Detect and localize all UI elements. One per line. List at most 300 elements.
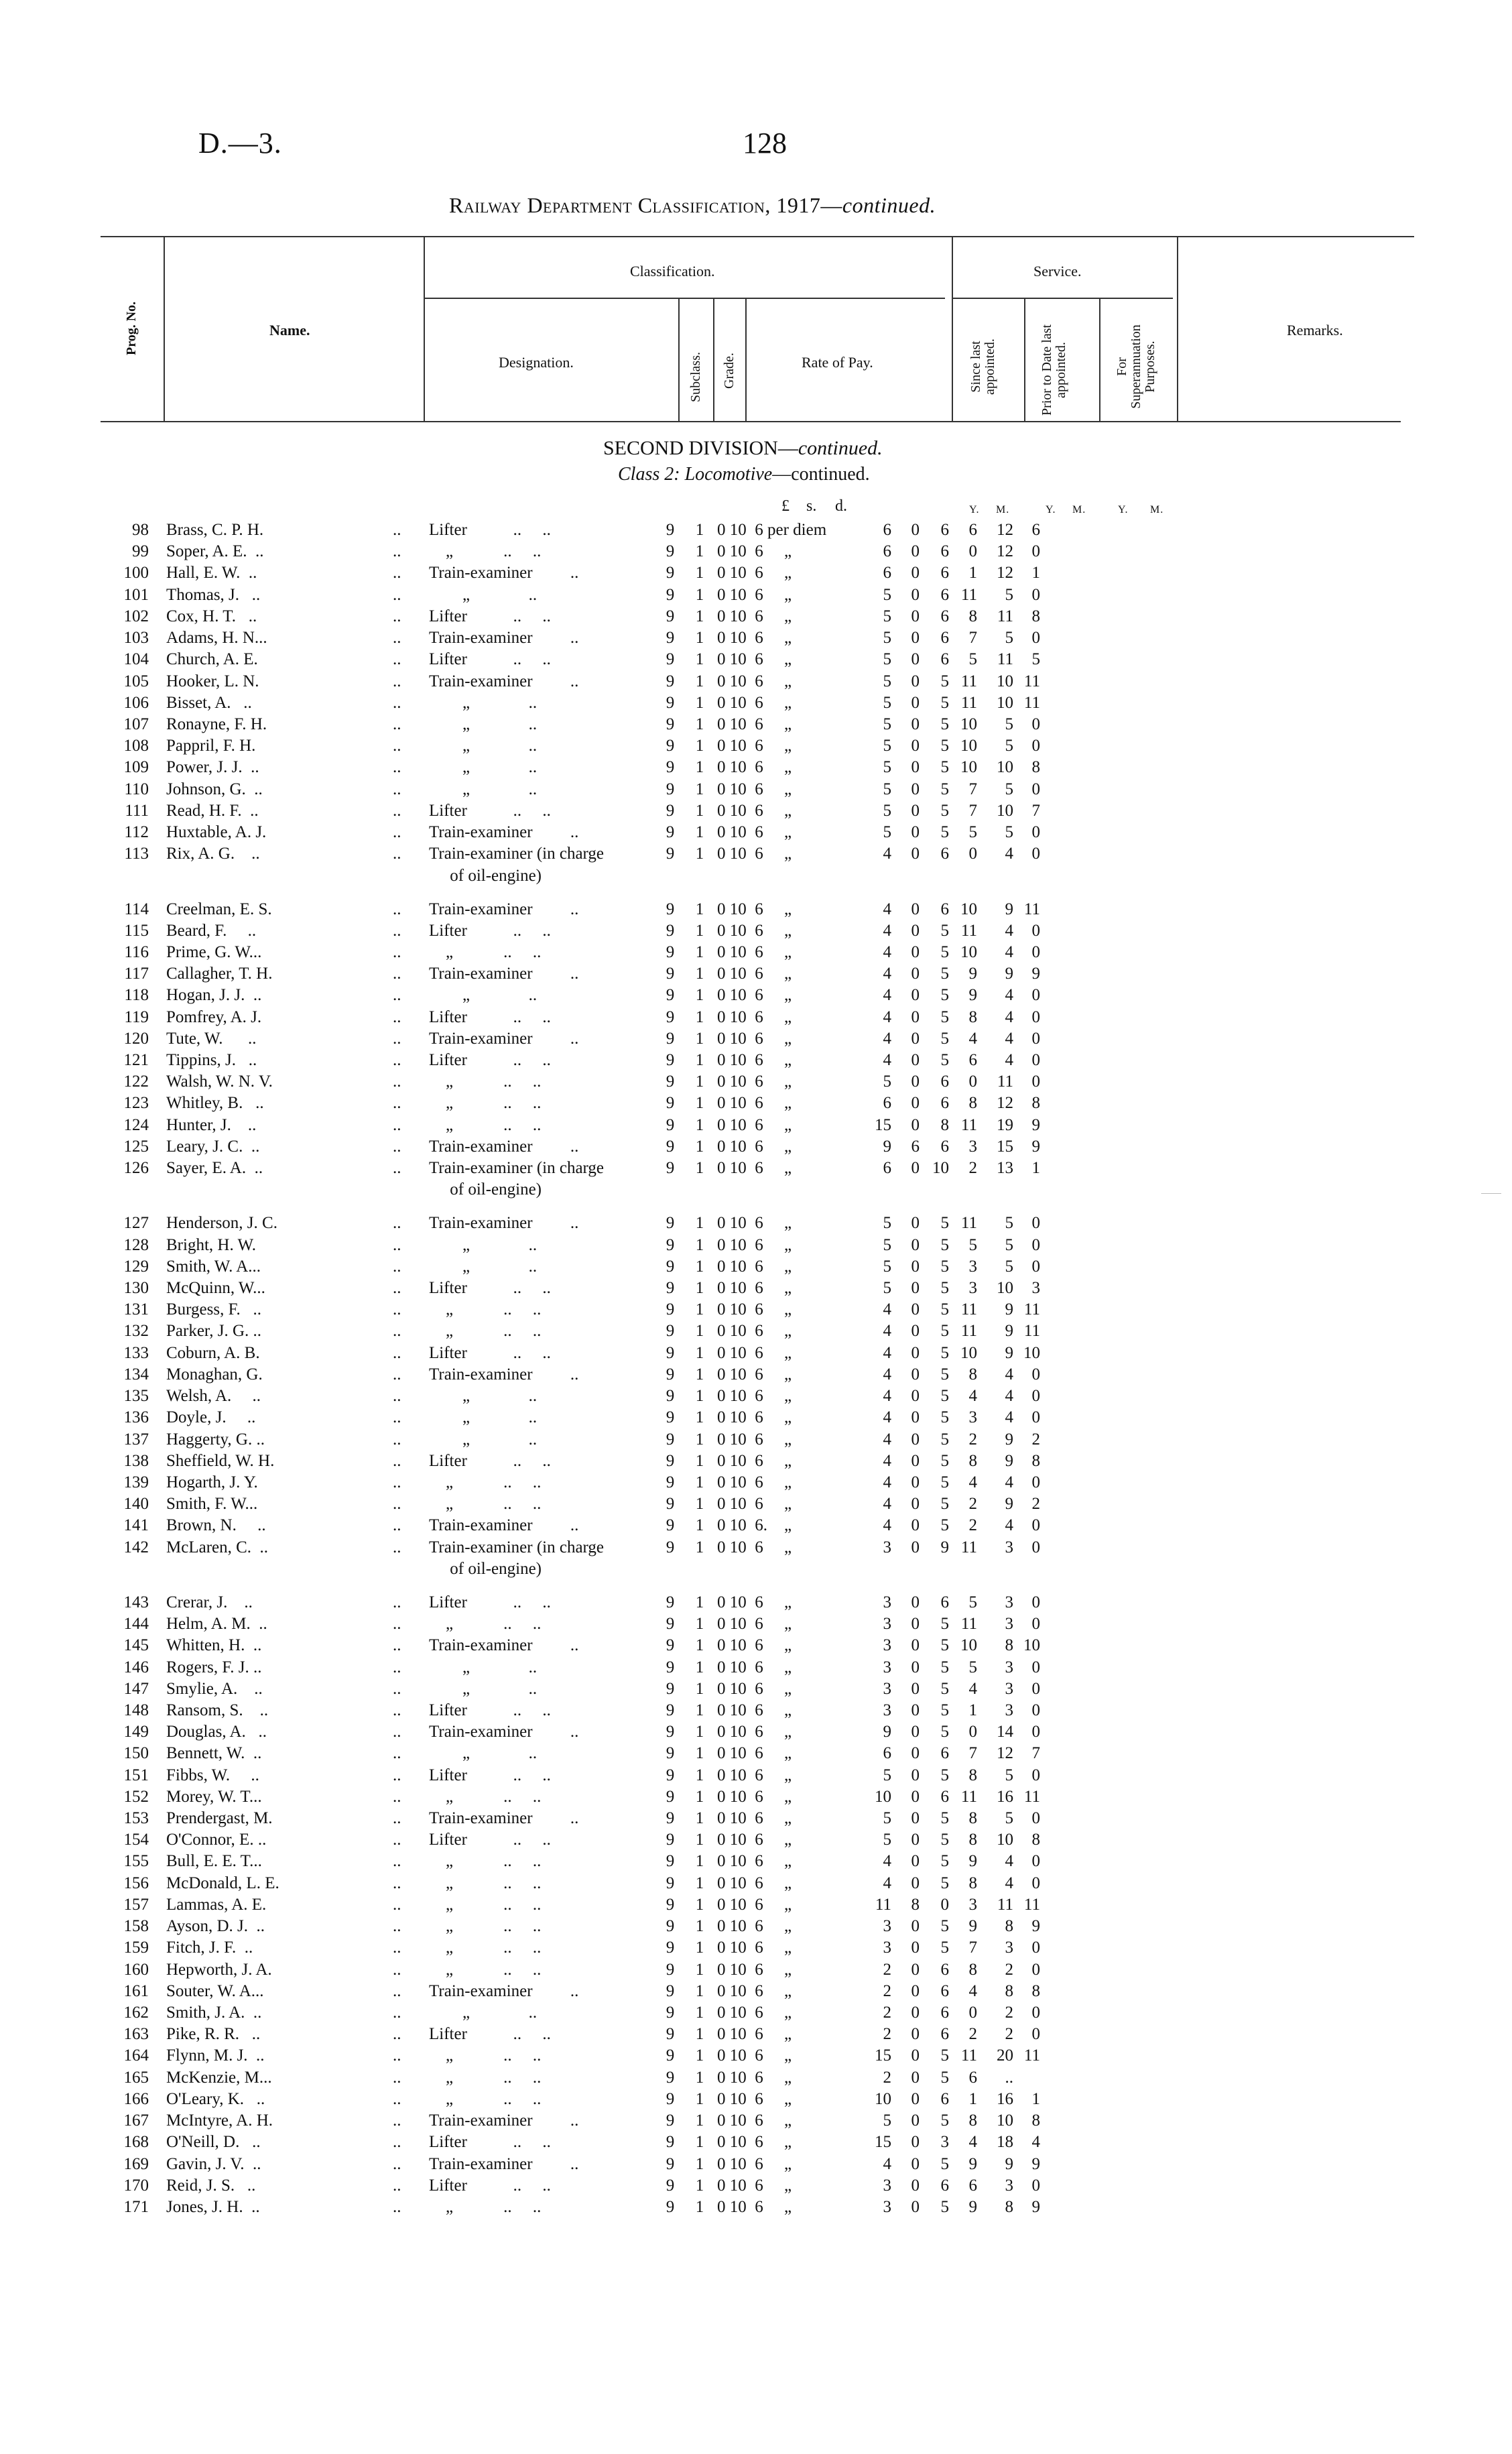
designation-cell: Lifter .. ..	[429, 2176, 551, 2195]
rate-of-pay-cell: 0 10 6 „	[717, 780, 792, 798]
rate-of-pay-cell: 0 10 6 „	[717, 965, 792, 983]
prior-years-cell: 5	[940, 1257, 949, 1276]
prior-months-cell: 10	[960, 900, 977, 918]
rate-of-pay-cell: 0 10 6 „	[717, 1744, 792, 1763]
empty-cell	[871, 1558, 891, 1580]
leader-dots: ..	[393, 650, 401, 669]
since-months-cell: 0	[911, 607, 920, 625]
super-years-cell: 9	[1005, 1322, 1013, 1341]
table-row	[101, 541, 1040, 562]
leader-dots: ..	[393, 1960, 401, 1979]
prog-number-cell: 102	[123, 607, 149, 625]
leader-dots: ..	[393, 1939, 401, 1957]
prior-months-cell: 4	[968, 2133, 977, 2152]
super-months-cell: 6	[1031, 521, 1040, 539]
super-years-cell: 11	[997, 1895, 1013, 1914]
rate-of-pay-cell: 0 10 6 „	[717, 921, 792, 940]
since-years-cell: 9	[883, 1137, 891, 1156]
table-row	[101, 1429, 1040, 1451]
prog-number-cell: 169	[123, 2154, 149, 2173]
since-years-cell: 5	[883, 823, 891, 842]
super-months-cell: 0	[1031, 1072, 1040, 1091]
prior-years-cell: 5	[940, 1809, 949, 1828]
table-row-continuation	[101, 1179, 1040, 1201]
super-years-cell: 8	[1005, 1917, 1013, 1936]
table-row	[101, 963, 1040, 985]
since-months-cell: 0	[911, 1300, 920, 1319]
designation-cell: „ ..	[429, 693, 538, 712]
staff-name-cell: Leary, J. C. .. ..	[166, 1136, 429, 1158]
leader-dots: ..	[393, 1981, 401, 2000]
prior-months-cell: 7	[968, 1744, 977, 1763]
leader-dots: ..	[393, 1235, 401, 1254]
subclass-cell: 9	[666, 1072, 675, 1091]
prior-months-cell: 6	[968, 521, 977, 539]
super-years-cell: 4	[1005, 921, 1013, 940]
col-divider	[678, 298, 680, 421]
staff-name-cell: McKenzie, M... ..	[166, 2067, 429, 2089]
since-years-cell: 2	[883, 1960, 891, 1979]
leader-dots: ..	[393, 607, 401, 625]
prior-years-cell: 5	[940, 1939, 949, 1957]
super-years-cell: 12	[997, 521, 1013, 539]
designation-cell: Train-examiner ..	[429, 564, 579, 582]
prog-number-cell: 142	[123, 1538, 149, 1556]
empty-cell	[682, 865, 717, 887]
super-years-cell: 9	[1005, 900, 1013, 918]
prior-years-cell: 6	[940, 1094, 949, 1113]
prior-months-cell: 8	[968, 1831, 977, 1849]
super-years-cell: 5	[1005, 715, 1013, 733]
leader-dots: ..	[393, 1495, 401, 1514]
grade-cell: 1	[695, 2111, 704, 2130]
since-months-cell: 0	[911, 1516, 920, 1535]
empty-cell	[658, 1558, 682, 1580]
since-years-cell: 4	[883, 986, 891, 1005]
since-months-cell: 0	[911, 780, 920, 798]
rate-of-pay-cell: 0 10 6 „	[717, 1831, 792, 1849]
since-months-cell: 0	[911, 1831, 920, 1849]
prog-number-cell: 116	[124, 942, 149, 961]
since-months-cell: 0	[911, 1658, 920, 1676]
since-years-cell: 6	[883, 1159, 891, 1178]
staff-name-cell: Walsh, W. N. V. ..	[166, 1071, 429, 1093]
subclass-cell: 9	[666, 1007, 675, 1026]
prog-number-cell: 115	[124, 921, 149, 940]
leader-dots: ..	[393, 1615, 401, 1634]
prior-years-cell: 5	[940, 1343, 949, 1362]
spacer-cell	[101, 887, 1040, 899]
leader-dots: ..	[393, 845, 401, 863]
rate-of-pay-cell: 0 10 6 „	[717, 1593, 792, 1611]
since-months-cell: 0	[911, 1072, 920, 1091]
since-years-cell: 11	[875, 1895, 891, 1914]
prior-years-cell: 5	[940, 2154, 949, 2173]
grade-cell: 1	[695, 965, 704, 983]
prior-months-cell: 2	[968, 2025, 977, 2044]
grade-cell: 1	[695, 1235, 704, 1254]
super-years-cell: 5	[1005, 1214, 1013, 1233]
since-months-cell: 0	[911, 1235, 920, 1254]
since-months-cell: 0	[911, 921, 920, 940]
grade-cell: 1	[695, 758, 704, 777]
prior-years-cell: 5	[940, 965, 949, 983]
prog-number-cell: 123	[123, 1094, 149, 1113]
grade-cell: 1	[695, 1723, 704, 1741]
prior-years-cell: 5	[940, 1051, 949, 1070]
col-divider	[164, 236, 165, 421]
table-row	[101, 1721, 1040, 1743]
prior-years-cell: 3	[940, 2133, 949, 2152]
grade-cell: 1	[695, 2046, 704, 2065]
staff-name-cell: McDonald, L. E. ..	[166, 1873, 429, 1894]
unit-months-since: M.	[996, 504, 1010, 515]
unit-months-prior: M.	[1072, 504, 1086, 515]
prior-years-cell: 5	[940, 1636, 949, 1655]
prior-months-cell: 2	[968, 1159, 977, 1178]
grade-cell: 1	[695, 1343, 704, 1362]
prior-years-cell: 5	[940, 1831, 949, 1849]
super-months-cell: 11	[1023, 2046, 1040, 2065]
rate-of-pay-cell: 0 10 6 „	[717, 672, 792, 690]
prior-years-cell: 5	[940, 1007, 949, 1026]
prior-months-cell: 11	[960, 585, 977, 604]
since-years-cell: 5	[883, 1831, 891, 1849]
prog-number-cell: 146	[123, 1658, 149, 1676]
super-months-cell: 0	[1031, 1051, 1040, 1070]
subclass-cell: 9	[666, 1495, 675, 1514]
since-years-cell: 4	[883, 1852, 891, 1871]
staff-name-cell: Souter, W. A... ..	[166, 1981, 429, 2002]
spacer-cell	[101, 1580, 1040, 1592]
since-months-cell: 0	[911, 1766, 920, 1784]
staff-name-cell: Brown, N. .. ..	[166, 1515, 429, 1536]
subclass-cell: 9	[666, 1679, 675, 1698]
empty-cell	[977, 1558, 1013, 1580]
staff-name-cell: Huxtable, A. J. ..	[166, 822, 429, 843]
super-years-cell: 4	[1005, 1387, 1013, 1406]
staff-table-body	[101, 519, 1040, 2218]
prior-years-cell: 0	[940, 1895, 949, 1914]
prior-years-cell: 5	[940, 1322, 949, 1341]
table-row	[101, 2002, 1040, 2024]
super-years-cell: 16	[997, 1787, 1013, 1806]
staff-name-cell: Bisset, A. .. ..	[166, 692, 429, 714]
leader-dots: ..	[393, 715, 401, 733]
super-years-cell: 11	[997, 650, 1013, 669]
super-months-cell: 0	[1031, 780, 1040, 798]
super-months-cell: 0	[1031, 1615, 1040, 1634]
table-row	[101, 1115, 1040, 1136]
since-years-cell: 5	[883, 715, 891, 733]
designation-cell: Train-examiner ..	[429, 823, 579, 842]
subclass-cell: 9	[666, 650, 675, 669]
staff-name-cell: Hooker, L. N. ..	[166, 671, 429, 692]
since-months-cell: 0	[911, 1451, 920, 1470]
super-months-cell: 0	[1031, 629, 1040, 648]
class-prefix: Class 2:	[618, 464, 680, 485]
subclass-cell: 9	[666, 1365, 675, 1384]
prior-months-cell: 9	[968, 1852, 977, 1871]
grade-cell: 1	[695, 1007, 704, 1026]
prior-years-cell: 6	[940, 2176, 949, 2195]
prog-number-cell: 126	[123, 1159, 149, 1178]
grade-cell: 1	[695, 1538, 704, 1556]
prior-months-cell: 8	[968, 1365, 977, 1384]
designation-cell: Lifter .. ..	[429, 1701, 551, 1719]
subclass-cell: 9	[666, 1766, 675, 1784]
empty-cell	[101, 1179, 166, 1201]
staff-name-cell: Fibbs, W. .. ..	[166, 1765, 429, 1786]
super-months-cell: 0	[1031, 1029, 1040, 1048]
prior-years-cell: 6	[940, 1960, 949, 1979]
subclass-cell: 9	[666, 1981, 675, 2000]
super-months-cell: 0	[1031, 1960, 1040, 1979]
since-years-cell: 3	[883, 1917, 891, 1936]
rate-of-pay-cell: 0 10 6 „	[717, 1451, 792, 1470]
designation-cell: „ .. ..	[429, 1939, 542, 1957]
unit-years-prior: Y.	[1046, 504, 1056, 515]
table-row	[101, 942, 1040, 963]
designation-cell: Train-examiner ..	[429, 1365, 579, 1384]
leader-dots: ..	[393, 1159, 401, 1178]
prog-number-cell: 111	[125, 801, 149, 820]
super-years-cell: 9	[1005, 1300, 1013, 1319]
rate-of-pay-cell: 0 10 6 „	[717, 1658, 792, 1676]
super-years-cell: 12	[997, 1094, 1013, 1113]
prog-number-cell: 104	[123, 650, 149, 669]
prog-number-cell: 119	[124, 1007, 149, 1026]
unit-pence: d.	[835, 497, 847, 515]
rate-of-pay-cell: 0 10 6. „	[717, 1516, 792, 1535]
staff-name-cell: Thomas, J. .. ..	[166, 585, 429, 606]
subclass-cell: 9	[666, 2046, 675, 2065]
super-months-cell: 0	[1031, 1939, 1040, 1957]
since-months-cell: 0	[911, 1007, 920, 1026]
leader-dots: ..	[393, 1343, 401, 1362]
designation-cell: Train-examiner ..	[429, 2154, 579, 2173]
table-row	[101, 1451, 1040, 1472]
super-years-cell: 4	[1005, 845, 1013, 863]
grade-cell: 1	[695, 2176, 704, 2195]
prior-years-cell: 8	[940, 1115, 949, 1134]
table-row	[101, 1537, 1040, 1558]
leader-dots: ..	[393, 1723, 401, 1741]
super-months-cell: 1	[1031, 2089, 1040, 2108]
designation-cell: „ ..	[429, 1658, 538, 1676]
grade-cell: 1	[695, 823, 704, 842]
rate-of-pay-cell: 0 10 6 „	[717, 1051, 792, 1070]
super-months-cell: 2	[1031, 1495, 1040, 1514]
prog-number-cell: 171	[123, 2197, 149, 2216]
prior-years-cell: 5	[940, 1214, 949, 1233]
since-months-cell: 0	[911, 1852, 920, 1871]
subclass-cell: 9	[666, 2068, 675, 2087]
grade-cell: 1	[695, 1636, 704, 1655]
super-years-cell: 3	[1005, 1538, 1013, 1556]
prior-months-cell: 1	[968, 564, 977, 582]
since-months-cell: 0	[911, 1917, 920, 1936]
subclass-cell: 9	[666, 1300, 675, 1319]
leader-dots: ..	[393, 2025, 401, 2044]
prior-months-cell: 8	[968, 2111, 977, 2130]
grade-cell: 1	[695, 1322, 704, 1341]
prior-years-cell: 6	[940, 629, 949, 648]
subclass-cell: 9	[666, 965, 675, 983]
prior-months-cell: 4	[968, 1387, 977, 1406]
super-months-cell: 0	[1031, 1701, 1040, 1719]
super-months-cell: 11	[1023, 900, 1040, 918]
prog-number-cell: 107	[123, 715, 149, 733]
prior-years-cell: 6	[940, 2089, 949, 2108]
rate-header: Rate of Pay.	[802, 354, 873, 371]
leader-dots: ..	[393, 965, 401, 983]
header-bottom-rule	[101, 421, 1401, 422]
designation-cell: Lifter .. ..	[429, 2025, 551, 2044]
rate-of-pay-cell: 0 10 6 „	[717, 1615, 792, 1634]
table-row	[101, 1808, 1040, 1829]
super-months-cell: 0	[1031, 921, 1040, 940]
super-years-cell: 4	[1005, 1874, 1013, 1892]
subclass-cell: 9	[666, 1831, 675, 1849]
super-years-cell: 5	[1005, 823, 1013, 842]
since-years-cell: 5	[883, 585, 891, 604]
since-months-cell: 8	[911, 1895, 920, 1914]
subclass-cell: 9	[666, 921, 675, 940]
subclass-cell: 9	[666, 801, 675, 820]
prior-months-cell: 6	[968, 2176, 977, 2195]
super-years-cell: 10	[997, 1279, 1013, 1297]
since-months-cell: 0	[911, 2046, 920, 2065]
rate-of-pay-cell: 0 10 6 „	[717, 1322, 792, 1341]
staff-name-cell: Sayer, E. A. .. ..	[166, 1158, 429, 1179]
prior-months-cell: 7	[968, 801, 977, 820]
super-years-cell: 15	[997, 1137, 1013, 1156]
prog-number-cell: 117	[124, 965, 149, 983]
row-spacer	[101, 1201, 1040, 1213]
rate-of-pay-cell: 0 10 6 „	[717, 1094, 792, 1113]
since-months-cell: 0	[911, 1723, 920, 1741]
rate-of-pay-cell: 0 10 6 „	[717, 1072, 792, 1091]
empty-cell	[949, 865, 977, 887]
leader-dots: ..	[393, 2111, 401, 2130]
super-months-cell: 5	[1031, 650, 1040, 669]
prior-months-cell: 6	[968, 2068, 977, 2087]
staff-name-cell: Douglas, A. .. ..	[166, 1721, 429, 1743]
staff-name-cell: Prendergast, M. ..	[166, 1808, 429, 1829]
empty-cell	[166, 1558, 429, 1580]
super-years-cell: 5	[1005, 1257, 1013, 1276]
grade-cell: 1	[695, 1495, 704, 1514]
super-years-cell: 12	[997, 542, 1013, 561]
super-years-cell: 5	[1005, 737, 1013, 755]
rate-of-pay-cell: 0 10 6 „	[717, 607, 792, 625]
rate-of-pay-cell: 0 10 6 „	[717, 1473, 792, 1491]
prior-months-cell: 9	[968, 2154, 977, 2173]
designation-cell: Train-examiner (in charge	[429, 1159, 605, 1178]
empty-cell	[977, 865, 1013, 887]
prog-number-cell: 106	[123, 693, 149, 712]
since-years-cell: 4	[883, 1343, 891, 1362]
designation-continuation-cell: of oil-engine)	[429, 1180, 542, 1199]
since-months-cell: 0	[911, 2111, 920, 2130]
since-years-cell: 2	[883, 2025, 891, 2044]
since-years-cell: 4	[883, 1495, 891, 1514]
subclass-cell: 9	[666, 1744, 675, 1763]
since-years-cell: 5	[883, 1766, 891, 1784]
since-months-cell: 0	[911, 1159, 920, 1178]
table-row	[101, 735, 1040, 757]
prog-number-cell: 132	[123, 1322, 149, 1341]
prog-number-cell: 98	[132, 521, 149, 539]
since-months-cell: 0	[911, 1744, 920, 1763]
super-months-cell: 8	[1031, 1451, 1040, 1470]
prior-months-cell: 8	[968, 1874, 977, 1892]
rate-of-pay-cell: 0 10 6 „	[717, 1430, 792, 1449]
subclass-cell: 9	[666, 1809, 675, 1828]
spacer-cell	[101, 1201, 1040, 1213]
staff-name-cell: Beard, F. .. ..	[166, 920, 429, 942]
leader-dots: ..	[393, 1257, 401, 1276]
rate-of-pay-cell: 0 10 6 „	[717, 1235, 792, 1254]
super-years-cell: 4	[1005, 1365, 1013, 1384]
since-years-cell: 5	[883, 672, 891, 690]
subclass-cell: 9	[666, 564, 675, 582]
designation-cell: Lifter .. ..	[429, 521, 551, 539]
subclass-cell: 9	[666, 780, 675, 798]
since-months-cell: 0	[911, 672, 920, 690]
super-months-cell: 0	[1031, 1365, 1040, 1384]
designation-cell: Train-examiner ..	[429, 1981, 579, 2000]
table-row	[101, 1981, 1040, 2002]
prior-months-cell: 7	[968, 629, 977, 648]
prior-months-cell: 4	[968, 1029, 977, 1048]
prog-number-cell: 139	[123, 1473, 149, 1491]
leader-dots: ..	[393, 2089, 401, 2108]
classification-header: Classification.	[630, 263, 715, 280]
prior-years-cell: 5	[940, 2111, 949, 2130]
since-years-cell: 6	[883, 521, 891, 539]
since-months-cell: 0	[911, 1593, 920, 1611]
subclass-cell: 9	[666, 1852, 675, 1871]
prior-years-cell: 6	[940, 521, 949, 539]
prior-months-cell: 9	[968, 986, 977, 1005]
prior-months-cell: 5	[968, 1593, 977, 1611]
grade-cell: 1	[695, 1214, 704, 1233]
rate-of-pay-cell: 0 10 6 „	[717, 1214, 792, 1233]
subclass-header: Subclass.	[688, 352, 703, 402]
table-row	[101, 843, 1040, 865]
service-under-rule	[952, 298, 1173, 299]
table-row	[101, 649, 1040, 670]
prior-years-cell: 5	[940, 1029, 949, 1048]
prior-months-cell: 11	[960, 2046, 977, 2065]
table-row	[101, 585, 1040, 606]
prog-number-cell: 134	[123, 1365, 149, 1384]
table-row	[101, 2197, 1040, 2218]
leader-dots: ..	[393, 1300, 401, 1319]
prog-no-header: Prog. No.	[124, 301, 139, 355]
prior-months-cell: 11	[960, 1615, 977, 1634]
table-row	[101, 757, 1040, 778]
leader-dots: ..	[393, 1094, 401, 1113]
subclass-cell: 9	[666, 2176, 675, 2195]
prior-years-cell: 6	[940, 1593, 949, 1611]
since-years-cell: 4	[883, 1473, 891, 1491]
designation-cell: Train-examiner ..	[429, 1809, 579, 1828]
prior-months-cell: 9	[968, 2197, 977, 2216]
rate-of-pay-cell: 0 10 6 „	[717, 2025, 792, 2044]
